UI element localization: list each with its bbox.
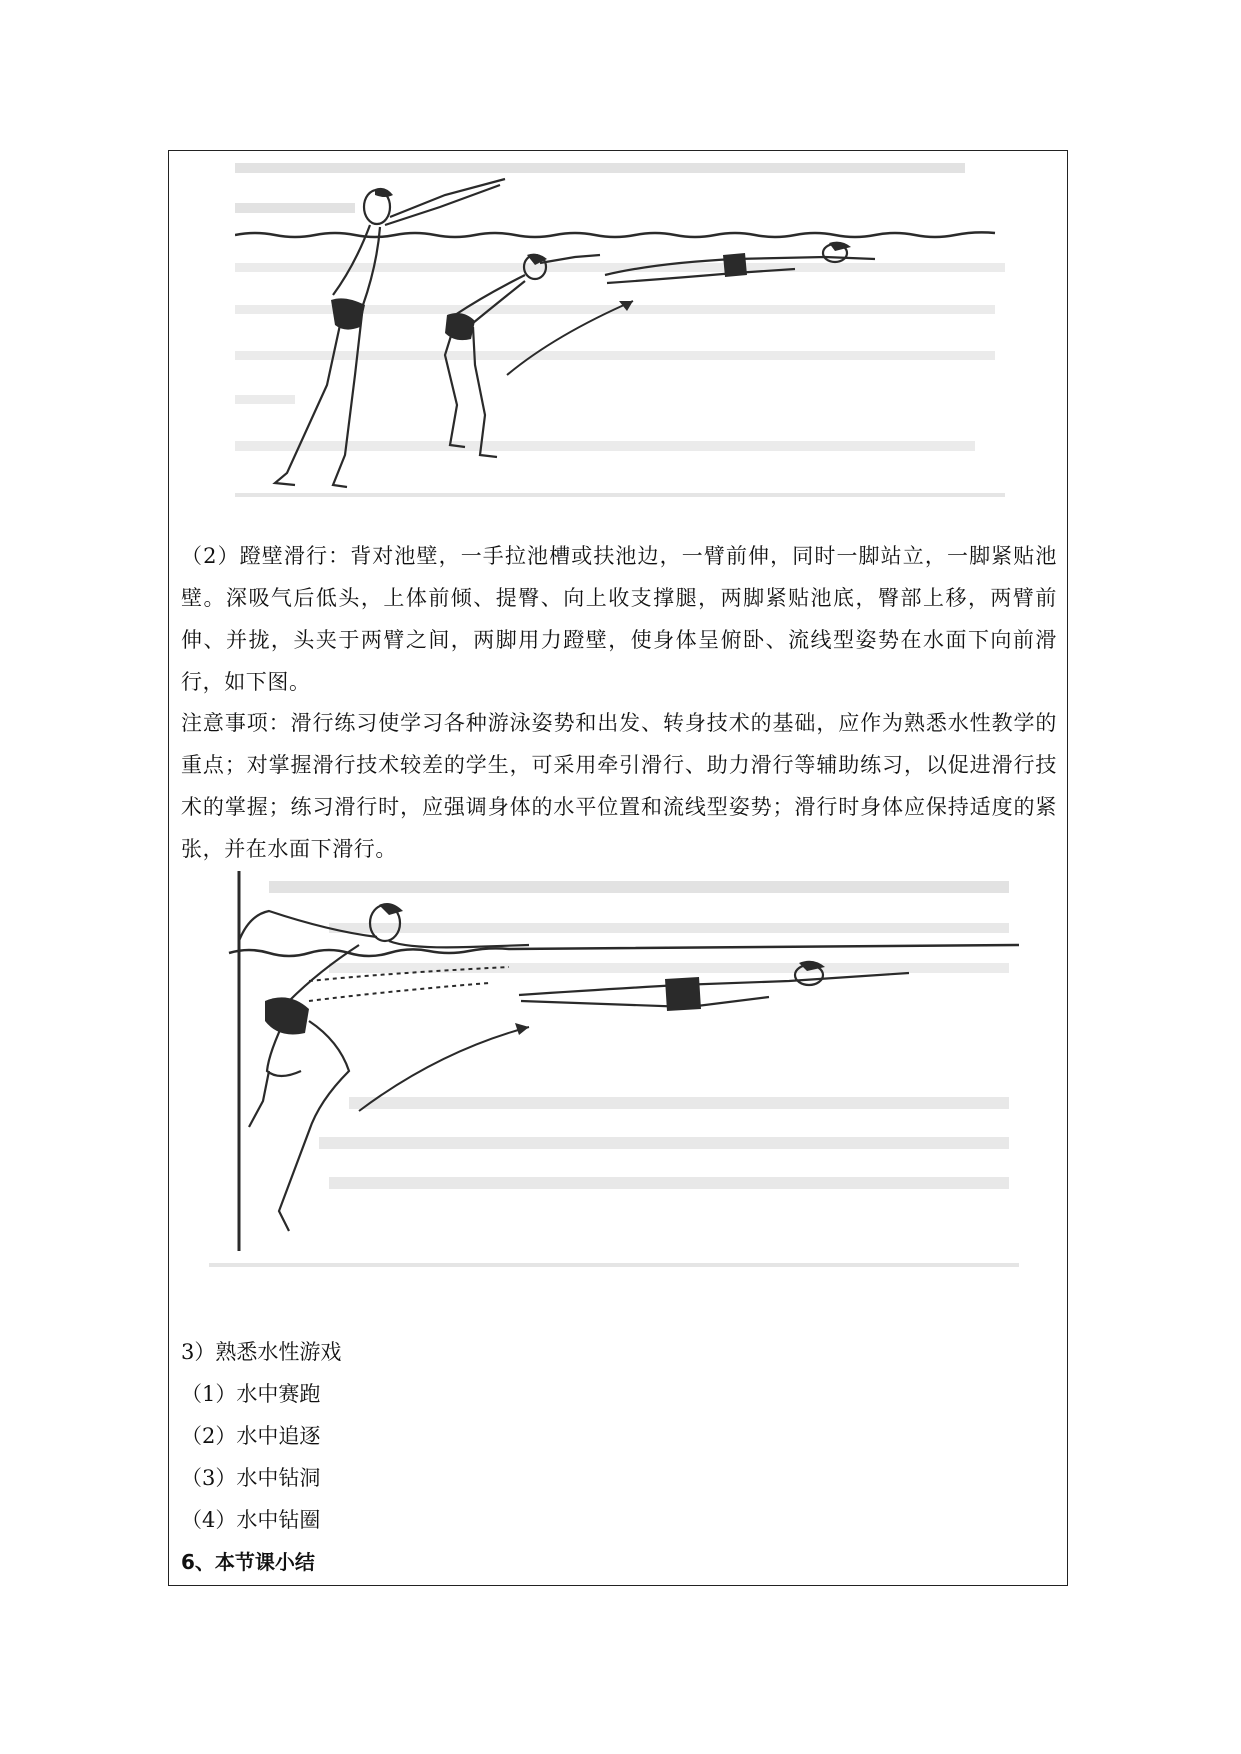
notes-text: 滑行练习使学习各种游泳姿势和出发、转身技术的基础，应作为熟悉水性教学的重点；对掌握滑行技术较差的学生，可采用牵引滑行、助力滑行等辅助练习，以促进滑行技术的掌握；练习滑行时，应强调身体的水平位置和流线型姿势；滑行时身体应保持适度的紧张，并在水面下滑行。 [181, 711, 1058, 861]
list-item: （2）水中追逐 [181, 1424, 321, 1448]
notes-paragraph [181, 702, 1057, 870]
summary-heading: 6、本节课小结 [181, 1550, 315, 1574]
standing-swimmer-illustration [235, 155, 1005, 517]
wall-glide-label: （2）蹬壁滑行： [181, 544, 351, 568]
games-list [181, 1331, 341, 1583]
wall-glide-paragraph [181, 535, 1057, 703]
wall-push-glide-figure [209, 871, 1019, 1279]
wall-glide-text: 背对池壁，一手拉池槽或扶池边，一臂前伸，同时一脚站立，一脚紧贴池壁。深吸气后低头，上体前倾、提臀、向上收支撑腿，两脚紧贴池底，臀部上移，两臂前伸、并拢，头夹于两臂之间，两脚用力蹬壁，使身体呈俯卧、流线型姿势在水面下向前滑行，如下图。 [181, 544, 1057, 694]
games-heading: 3）熟悉水性游戏 [181, 1340, 342, 1364]
standing-glide-figure [235, 155, 1005, 517]
lesson-content-cell [168, 150, 1068, 1586]
list-item: （4）水中钻圈 [181, 1508, 321, 1532]
list-item: （3）水中钻洞 [181, 1466, 321, 1490]
wall-push-glide-illustration [209, 871, 1019, 1279]
list-item: （1）水中赛跑 [181, 1382, 321, 1406]
notes-label: 注意事项： [181, 711, 291, 735]
